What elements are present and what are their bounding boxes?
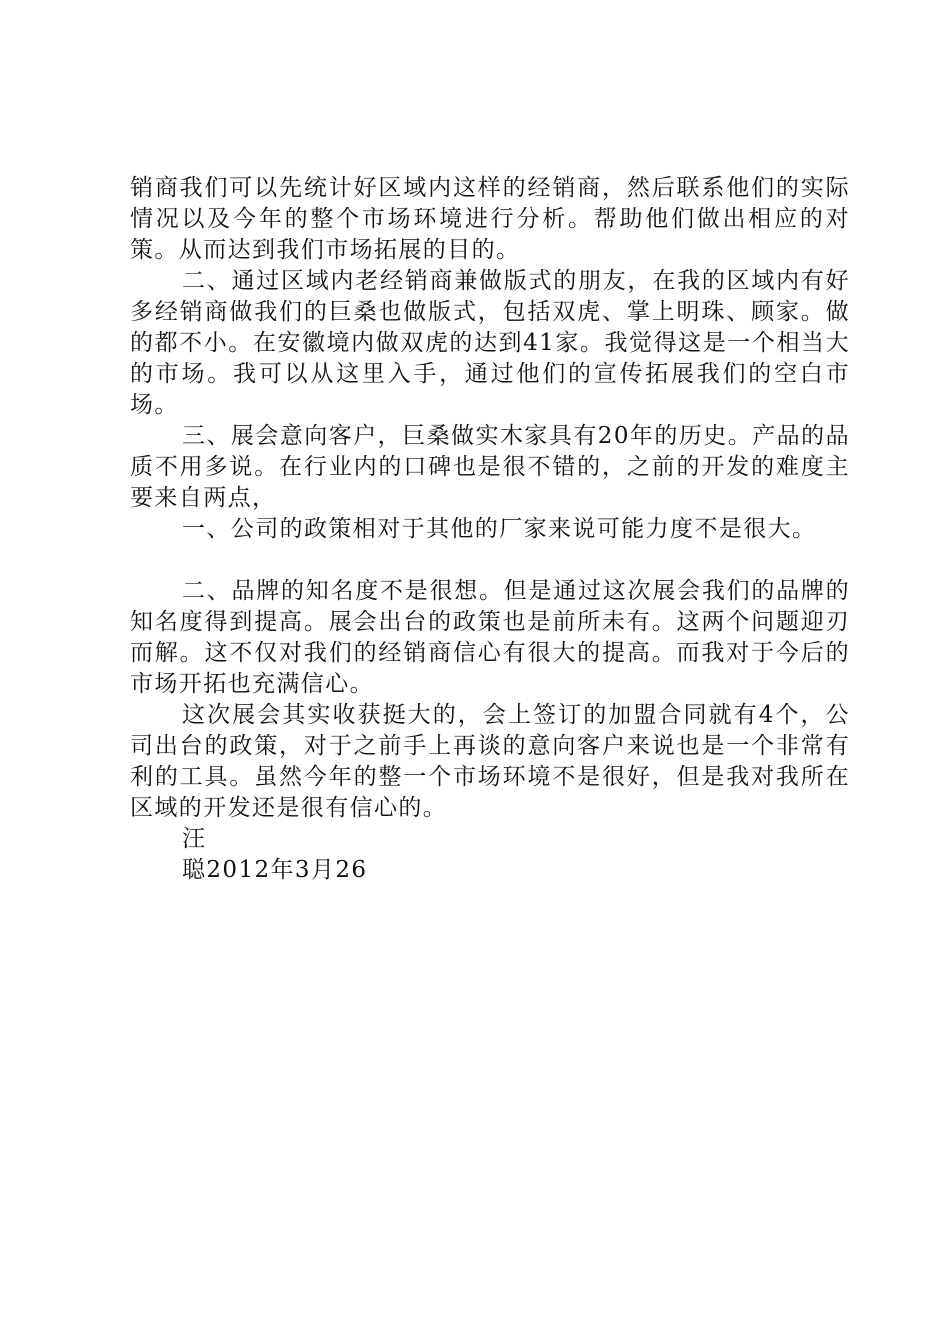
- paragraph-continuation: 销商我们可以先统计好区域内这样的经销商，然后联系他们的实际情况以及今年的整个市场环境进行分析。帮助他们做出相应的对策。从而达到我们市场拓展的目的。: [130, 175, 850, 263]
- paragraph-sub-point-one: 一、公司的政策相对于其他的厂家来说可能力度不是很大。: [182, 516, 817, 542]
- paragraph-conclusion: 这次展会其实收获挺大的，会上签订的加盟合同就有4个，公司出台的政策，对于之前手上再谈的意向客户来说也是一个非常有利的工具。虽然今年的整一个市场环境不是很好，但是我对我所在区域的开发还是很有信心的。: [130, 702, 850, 821]
- paragraph-point-three: 三、展会意向客户，巨桑做实木家具有20年的历史。产品的品质不用多说。在行业内的口碑也是很不错的，之前的开发的难度主要来自两点，: [130, 423, 850, 511]
- paragraph-spacer: [130, 545, 850, 576]
- paragraph-sub-point-two: 二、品牌的知名度不是很想。但是通过这次展会我们的品牌的知名度得到提高。展会出台的政策也是前所未有。这两个问题迎刃而解。这不仅对我们的经销商信心有很大的提高。而我对于今后的市场开拓也充满信心。: [130, 578, 850, 697]
- signature-date: 聪2012年3月26: [182, 857, 368, 883]
- document-body: [130, 173, 850, 886]
- paragraph-point-two: 二、通过区域内老经销商兼做版式的朋友，在我的区域内有好多经销商做我们的巨桑也做版式，包括双虎、掌上明珠、顾家。做的都不小。在安徽境内做双虎的达到41家。我觉得这是一个相当大的市场。我可以从这里入手，通过他们的宣传拓展我们的空白市场。: [130, 268, 850, 418]
- signature-name: 汪: [182, 826, 207, 852]
